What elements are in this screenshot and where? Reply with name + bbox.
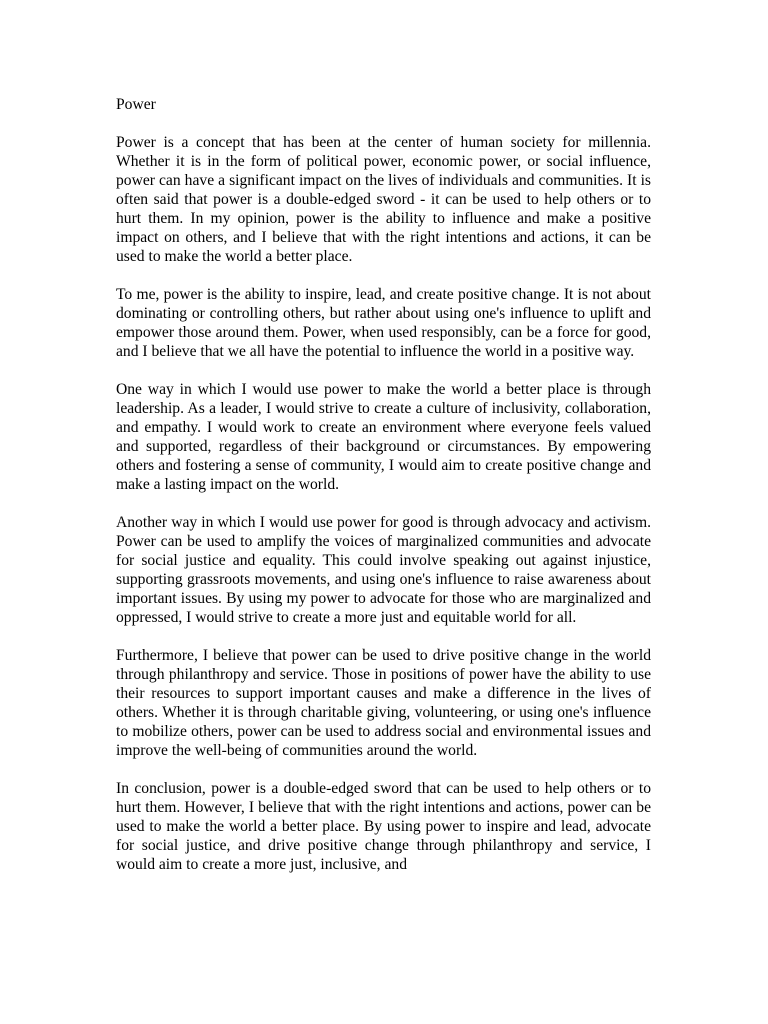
- document-title: Power: [116, 96, 156, 113]
- paragraph-intro: Power is a concept that has been at the center of human society for millennia. Whether it is in the form of political power, economic power, or social influence, power can have a significant impact on the lives of individuals and communities. It is often said that power is a double-edged sword - it can be used to help others or to hurt them. In my opinion, power is the ability to influence and make a positive impact on others, and I believe that with the right intentions and actions, it can be used to make the world a better place.: [116, 134, 651, 265]
- paragraph-leadership: One way in which I would use power to make the world a better place is through leadership. As a leader, I would strive to create a culture of inclusivity, collaboration, and empathy. I would work to create an environment where everyone feels valued and supported, regardless of their background or circumstances. By empowering others and fostering a sense of community, I would aim to create positive change and make a lasting impact on the world.: [116, 381, 651, 493]
- document-body: [116, 95, 651, 930]
- paragraph-advocacy: Another way in which I would use power for good is through advocacy and activism. Power can be used to amplify the voices of marginalized communities and advocate for social justice and equality. This could involve speaking out against injustice, supporting grassroots movements, and using one's influence to raise awareness about important issues. By using my power to advocate for those who are marginalized and oppressed, I would strive to create a more just and equitable world for all.: [116, 514, 651, 626]
- paragraph-conclusion: In conclusion, power is a double-edged sword that can be used to help others or to hurt them. However, I believe that with the right intentions and actions, power can be used to make the world a better place. By using power to inspire and lead, advocate for social justice, and drive positive change through philanthropy and service, I would aim to create a more just, inclusive, and: [116, 780, 651, 873]
- paragraph-philanthropy: Furthermore, I believe that power can be used to drive positive change in the world through philanthropy and service. Those in positions of power have the ability to use their resources to support important causes and make a difference in the lives of others. Whether it is through charitable giving, volunteering, or using one's influence to mobilize others, power can be used to address social and environmental issues and improve the well-being of communities around the world.: [116, 647, 651, 759]
- paragraph-definition: To me, power is the ability to inspire, lead, and create positive change. It is not about dominating or controlling others, but rather about using one's influence to uplift and empower those around them. Power, when used responsibly, can be a force for good, and I believe that we all have the potential to influence the world in a positive way.: [116, 286, 651, 360]
